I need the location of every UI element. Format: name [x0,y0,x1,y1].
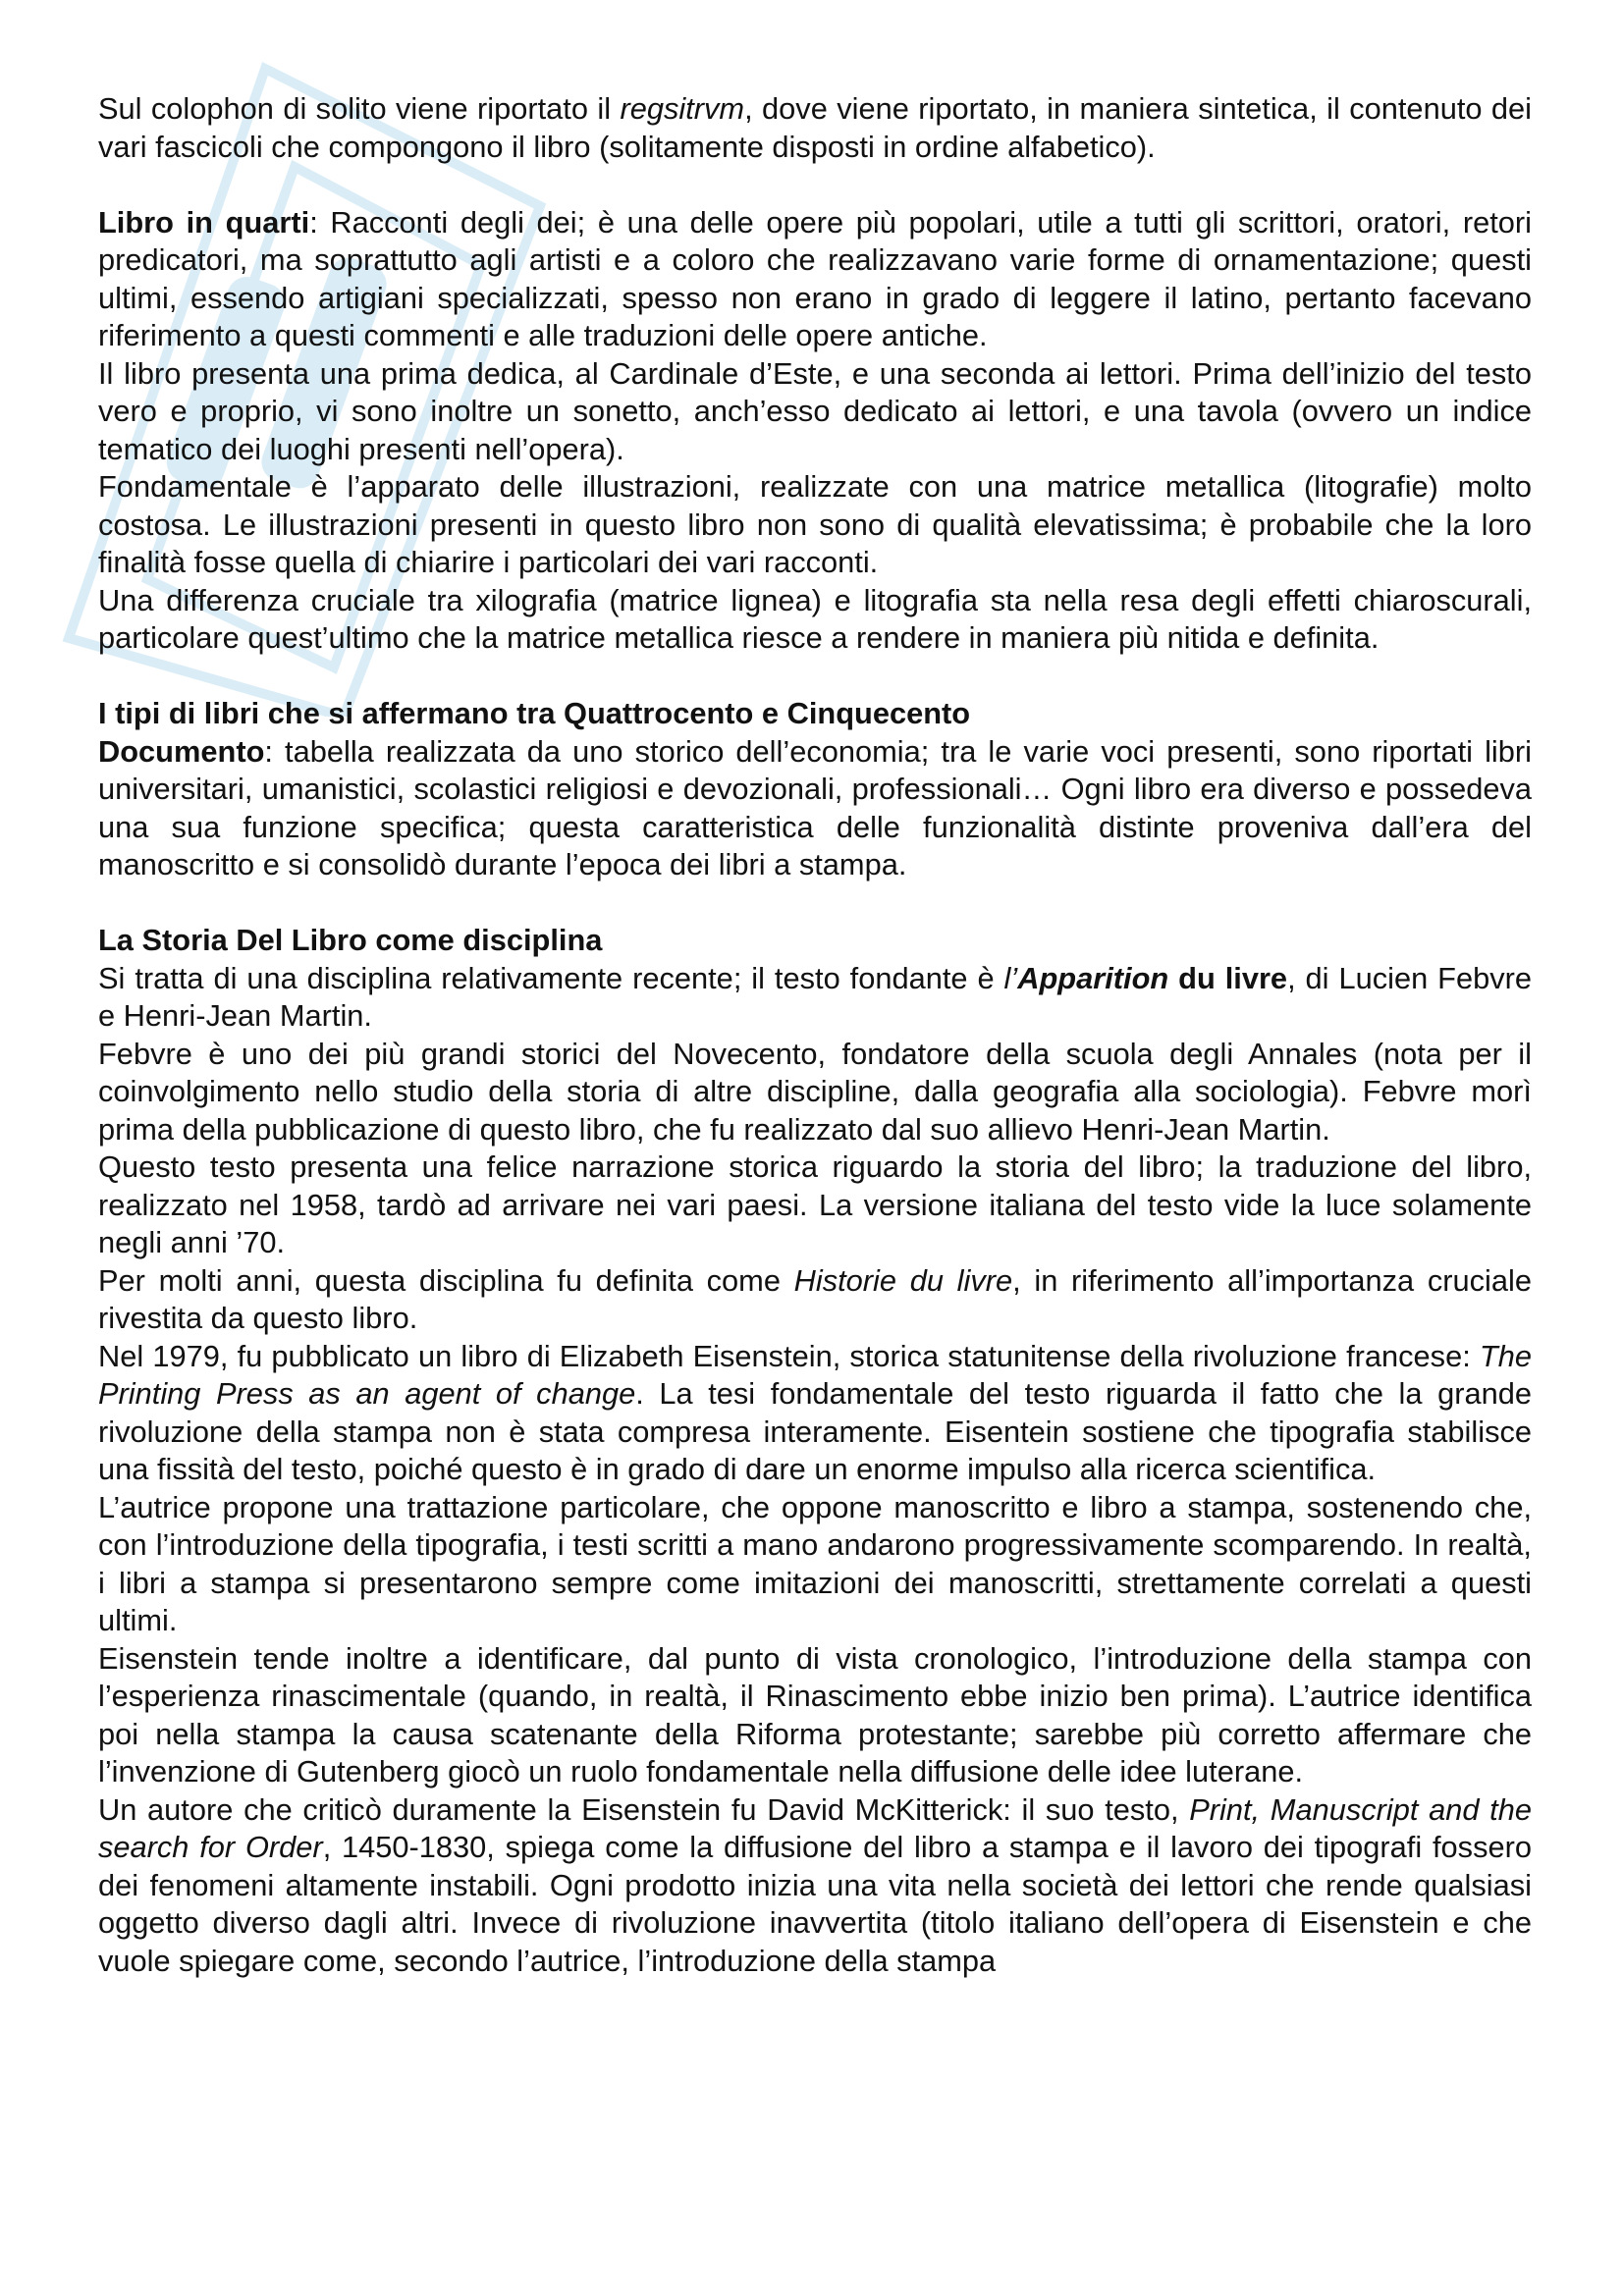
paragraph-dedica: Il libro presenta una prima dedica, al Cardinale d’Este, e una seconda ai lettori. Prima dell’inizio del testo vero e proprio, vi sono inoltre un sonetto, anch’esso dedicato ai lettori, e una tavola (ovvero un indice tematico dei luoghi presenti nell’opera). [98,355,1532,466]
italic-term: l’ [1003,960,1018,995]
italic-term: Print, Manuscript and the search for Order [98,1791,1532,1864]
text: , in riferimento all’importanza cruciale rivestita da questo libro. [98,1262,1532,1335]
text: Per molti anni, questa disciplina fu definita come [98,1262,794,1298]
bold-term: du livre [1168,960,1288,995]
heading-storia-del-libro: La Storia Del Libro come disciplina [98,923,603,957]
text: Nel 1979, fu pubblicato un libro di Elizabeth Eisenstein, storica statunitense della rivoluzione francese: [98,1338,1480,1373]
text: Un autore che criticò duramente la Eisenstein fu David McKitterick: il suo testo, [98,1791,1190,1827]
paragraph-rinascimento: Eisenstein tende inoltre a identificare, dal punto di vista cronologico, l’introduzione della stampa con l’esperienza rinascimentale (quando, in realtà, il Rinascimento ebbe inizio ben prima). L’autrice identifica poi nella stampa la causa scatenante della Riforma protestante; sarebbe più corretto affermare che l’invenzione di Gutenberg giocò un ruolo fondamentale nella diffusione delle idee luterane. [98,1640,1532,1789]
paragraph-colophon [98,90,1532,166]
text: : Racconti degli dei; è una delle opere più popolari, utile a tutti gli scrittori, oratori, retori predicatori, ma soprattutto agli artisti e a coloro che realizzavano varie forme di ornamentazione; questi ultimi, essendo artigiani specializzati, spesso non erano in grado di leggere il latino, pertanto facevano riferimento a questi commenti e alle traduzioni delle opere antiche. [98,204,1532,352]
bold-term: Libro in quarti [98,204,310,240]
text: . La tesi fondamentale del testo riguarda il fatto che la grande rivoluzione della stampa non è stata compresa interamente. Eisentein sostiene che tipografia stabilisce una fissità del testo, poiché questo è in grado di dare un enorme impulso alla ricerca scientifica. [98,1376,1532,1486]
italic-term: The Printing Press as an agent of change [98,1338,1532,1411]
paragraph-autrice: L’autrice propone una trattazione particolare, che oppone manoscritto e libro a stampa, sostenendo che, con l’introduzione della tipografia, i testi scritti a mano andarono progressivamente scomparendo. In realtà, i libri a stampa si presentarono sempre come imitazioni dei manoscritti, strettamente correlati a questi ultimi. [98,1489,1532,1637]
spacer [98,166,1532,204]
bold-term: Documento [98,733,265,769]
spacer [98,658,1532,696]
text: , di Lucien Febvre e Henri-Jean Martin. [98,960,1533,1033]
paragraph-historie [98,1262,1532,1338]
paragraph-mckitterick [98,1791,1532,1981]
spacer [98,884,1532,923]
text: Si tratta di una disciplina relativamente recente; il testo fondante è [98,960,1004,995]
paragraph-traduzione: Questo testo presenta una felice narrazione storica riguardo la storia del libro; la traduzione del libro, realizzato nel 1958, tardò ad arrivare nei vari paesi. La versione italiana del testo vide la luce solamente negli anni ’70. [98,1149,1532,1259]
document-body [98,90,1532,1980]
paragraph-eisenstein [98,1338,1532,1489]
bold-italic-term: Apparition [1017,960,1169,995]
text: , 1450-1830, spiega come la diffusione del libro a stampa e il lavoro dei tipografi fossero dei fenomeni altamente instabili. Ogni prodotto inizia una vita nella società dei lettori che rende qualsiasi oggetto diverso dagli altri. Invece di rivoluzione inavvertita (titolo italiano dell’opera di Eisenstein e che vuole spiegare come, secondo l’autrice, l’introduzione della stampa [98,1830,1532,1978]
paragraph-libro-in-quarti [98,204,1532,355]
paragraph-illustrazioni: Fondamentale è l’apparato delle illustrazioni, realizzate con una matrice metallica (litografie) molto costosa. Le illustrazioni presenti in questo libro non sono di qualità elevatissima; è probabile che la loro finalità fosse quella di chiarire i particolari dei vari racconti. [98,469,1532,579]
text: : tabella realizzata da uno storico dell’economia; tra le varie voci presenti, sono riportati libri universitari, umanistici, scolastici religiosi e devozionali, professionali… Ogni libro era diverso e possedeva una sua funzione specifica; questa caratteristica delle funzionalità distinte proveniva dall’era del manoscritto e si consolidò durante l’epoca dei libri a stampa. [98,733,1532,881]
paragraph-disciplina [98,960,1532,1036]
text: Sul colophon di solito viene riportato il [98,91,621,126]
italic-term: regsitrvm [620,91,745,126]
text: , dove viene riportato, in maniera sintetica, il contenuto dei vari fascicoli che compongono il libro (solitamente disposti in ordine alfabetico). [98,91,1532,164]
italic-term: Historie du livre [793,1262,1013,1298]
paragraph-xilografia: Una differenza cruciale tra xilografia (matrice lignea) e litografia sta nella resa degli effetti chiaroscurali, particolare quest’ultimo che la matrice metallica riesce a rendere in maniera più nitida e definita. [98,582,1532,655]
paragraph-documento [98,733,1532,884]
heading-tipi-di-libri: I tipi di libri che si affermano tra Quattrocento e Cinquecento [98,696,971,730]
paragraph-febvre: Febvre è uno dei più grandi storici del Novecento, fondatore della scuola degli Annales (nota per il coinvolgimento nello studio della storia di altre discipline, dalla geografia alla sociologia). Febvre morì prima della pubblicazione di questo libro, che fu realizzato dal suo allievo Henri-Jean Martin. [98,1036,1532,1147]
